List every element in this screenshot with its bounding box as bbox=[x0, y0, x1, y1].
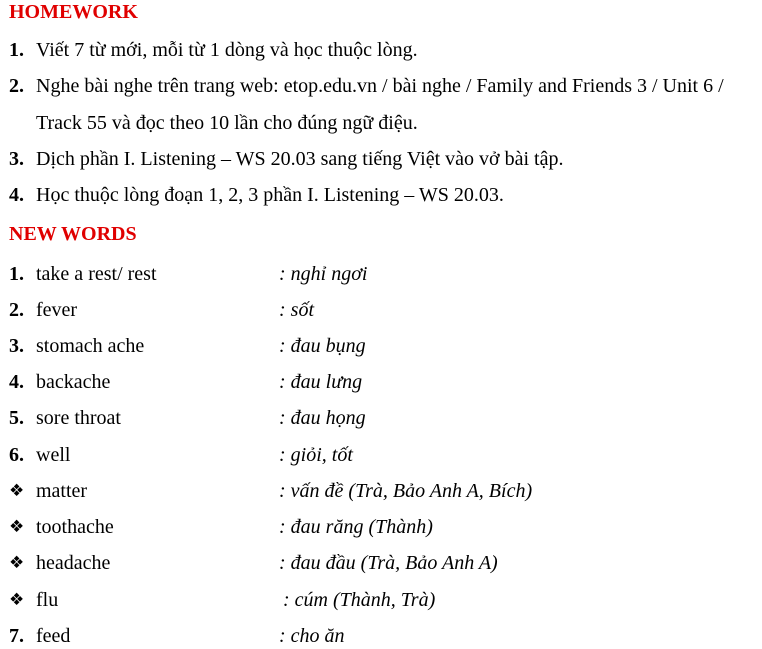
word-row bbox=[0, 405, 762, 431]
word-meaning: : nghỉ ngơi bbox=[279, 263, 368, 285]
diamond-bullet-icon: ❖ bbox=[9, 517, 25, 537]
word-number: 7. bbox=[9, 625, 24, 647]
word-row bbox=[0, 623, 762, 649]
diamond-bullet-icon: ❖ bbox=[9, 481, 25, 501]
word-term: backache bbox=[36, 371, 111, 393]
word-row bbox=[0, 478, 762, 504]
word-meaning: : đau lưng bbox=[279, 371, 363, 393]
word-number: 4. bbox=[9, 371, 24, 393]
homework-item-4 bbox=[0, 182, 762, 208]
word-number: 6. bbox=[9, 444, 24, 466]
homework-item-1 bbox=[0, 37, 762, 63]
word-row bbox=[0, 550, 762, 576]
word-meaning: : đau bụng bbox=[279, 335, 366, 357]
word-meaning: : đau răng (Thành) bbox=[279, 516, 433, 538]
word-meaning: : sốt bbox=[279, 299, 314, 321]
word-row bbox=[0, 297, 762, 323]
word-number: 1. bbox=[9, 263, 24, 285]
word-term: toothache bbox=[36, 516, 114, 538]
item-text: Học thuộc lòng đoạn 1, 2, 3 phần I. Listening – WS 20.03. bbox=[36, 184, 504, 206]
word-meaning: : vấn đề (Trà, Bảo Anh A, Bích) bbox=[279, 480, 533, 502]
word-row bbox=[0, 442, 762, 468]
word-row bbox=[0, 514, 762, 540]
word-row bbox=[0, 261, 762, 287]
item-number: 3. bbox=[9, 148, 24, 170]
homework-item-2-continuation bbox=[0, 110, 762, 136]
word-meaning: : cúm (Thành, Trà) bbox=[283, 589, 436, 611]
word-term: stomach ache bbox=[36, 335, 145, 357]
new-words-heading: NEW WORDS bbox=[9, 223, 137, 245]
item-number: 1. bbox=[9, 39, 24, 61]
word-row bbox=[0, 587, 762, 613]
item-text: Dịch phần I. Listening – WS 20.03 sang tiếng Việt vào vở bài tập. bbox=[36, 148, 564, 170]
word-row bbox=[0, 333, 762, 359]
diamond-bullet-icon: ❖ bbox=[9, 553, 25, 573]
word-term: take a rest/ rest bbox=[36, 263, 157, 285]
word-meaning: : cho ăn bbox=[279, 625, 345, 647]
word-row bbox=[0, 369, 762, 395]
word-meaning: : đau họng bbox=[279, 407, 366, 429]
word-number: 2. bbox=[9, 299, 24, 321]
homework-heading: HOMEWORK bbox=[9, 1, 138, 23]
item-text-continuation: Track 55 và đọc theo 10 lần cho đúng ngữ điệu. bbox=[36, 112, 418, 134]
item-text: Viết 7 từ mới, mỗi từ 1 dòng và học thuộc lòng. bbox=[36, 39, 418, 61]
word-term: flu bbox=[36, 589, 59, 611]
homework-item-3 bbox=[0, 146, 762, 172]
word-term: sore throat bbox=[36, 407, 121, 429]
word-term: matter bbox=[36, 480, 88, 502]
word-term: headache bbox=[36, 552, 111, 574]
word-meaning: : giỏi, tốt bbox=[279, 444, 353, 466]
diamond-bullet-icon: ❖ bbox=[9, 590, 25, 610]
word-term: well bbox=[36, 444, 71, 466]
homework-item-2 bbox=[0, 73, 762, 99]
item-text: Nghe bài nghe trên trang web: etop.edu.vn / bài nghe / Family and Friends 3 / Unit 6 / bbox=[36, 75, 724, 97]
word-meaning: : đau đầu (Trà, Bảo Anh A) bbox=[279, 552, 498, 574]
word-number: 5. bbox=[9, 407, 24, 429]
word-term: fever bbox=[36, 299, 78, 321]
item-number: 2. bbox=[9, 75, 24, 97]
word-term: feed bbox=[36, 625, 71, 647]
item-number: 4. bbox=[9, 184, 24, 206]
word-number: 3. bbox=[9, 335, 24, 357]
